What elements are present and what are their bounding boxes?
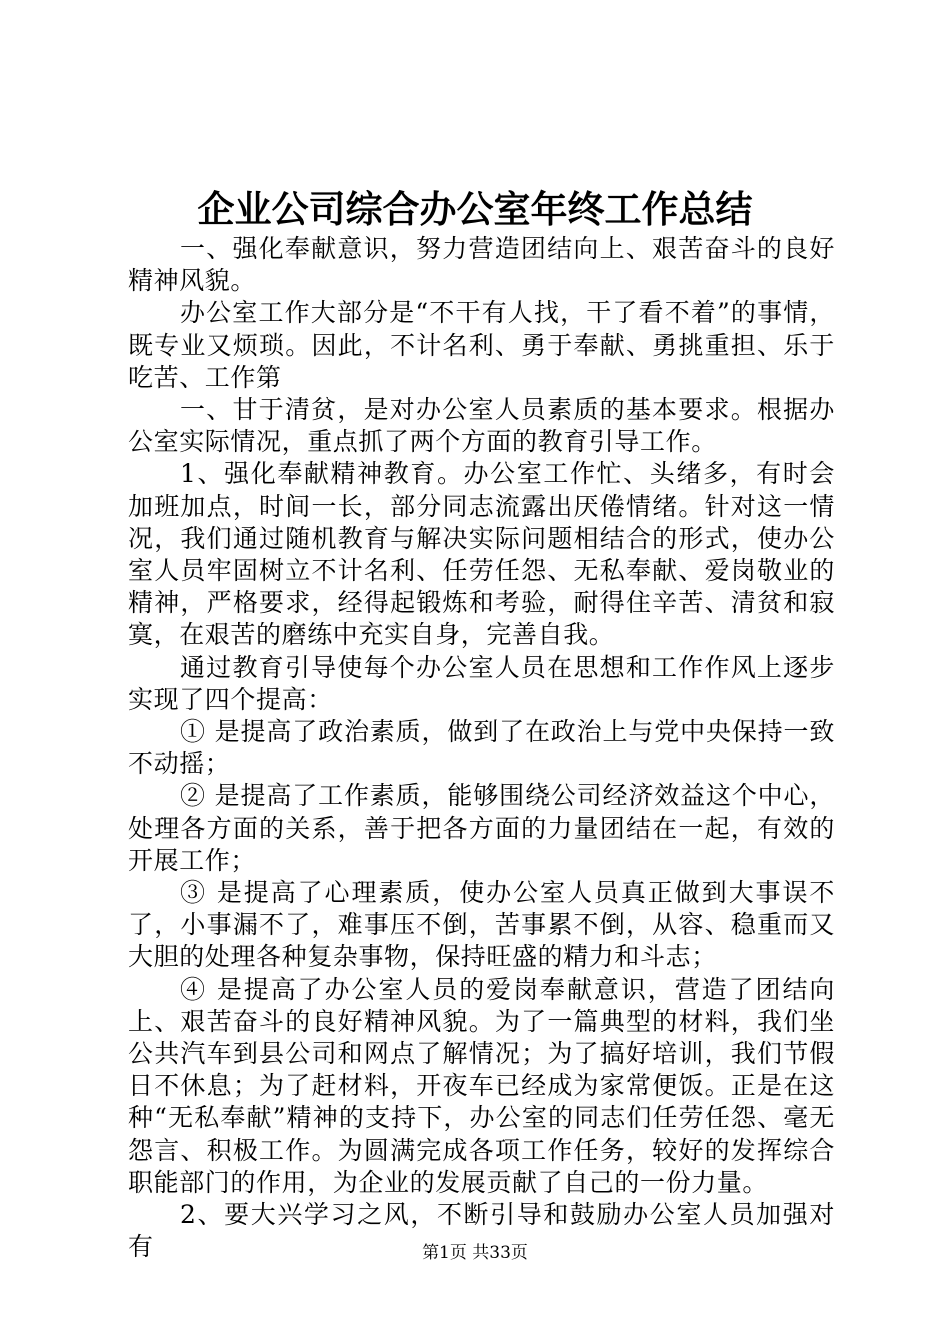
- paragraph: 一、强化奉献意识，努力营造团结向上、艰苦奋斗的良好精神风貌。: [128, 234, 835, 296]
- document-body: [128, 233, 835, 1264]
- page-footer: 第1页 共33页: [422, 1243, 528, 1263]
- paragraph: 1、强化奉献精神教育。办公室工作忙、头绪多，有时会加班加点，时间一长，部分同志流露出厌倦情绪。针对这一情况，我们通过随机教育与解决实际问题相结合的形式，使办公室人员牢固树立不计名利、任劳任怨、无私奉献、爱岗敬业的精神，严格要求，经得起锻炼和考验，耐得住辛苦、清贫和寂寞，在艰苦的磨练中充实自身，完善自我。: [128, 459, 835, 650]
- document-title: 企业公司综合办公室年终工作总结: [197, 187, 753, 231]
- paragraph: 一、甘于清贫，是对办公室人员素质的基本要求。根据办公室实际情况，重点抓了两个方面的教育引导工作。: [128, 395, 835, 457]
- paragraph: ② 是提高了工作素质，能够围绕公司经济效益这个中心，处理各方面的关系，善于把各方面的力量团结在一起，有效的开展工作；: [128, 781, 835, 875]
- paragraph: ③ 是提高了心理素质，使办公室人员真正做到大事误不了，小事漏不了，难事压不倒，苦事累不倒，从容、稳重而又大胆的处理各种复杂事物，保持旺盛的精力和斗志；: [128, 878, 835, 972]
- paragraph: ④ 是提高了办公室人员的爱岗奉献意识，营造了团结向上、艰苦奋斗的良好精神风貌。为了一篇典型的材料，我们坐公共汽车到县公司和网点了解情况；为了搞好培训，我们节假日不休息；为了赶材料，开夜车已经成为家常便饭。正是在这种“无私奉献”精神的支持下，办公室的同志们任劳任怨、毫无怨言、积极工作。为圆满完成各项工作任务，较好的发挥综合职能部门的作用，为企业的发展贡献了自己的一份力量。: [128, 974, 835, 1197]
- paragraph: ① 是提高了政治素质，做到了在政治上与党中央保持一致不动摇；: [128, 717, 835, 779]
- paragraph: 通过教育引导使每个办公室人员在思想和工作作风上逐步实现了四个提高：: [128, 652, 835, 714]
- paragraph: 2、要大兴学习之风，不断引导和鼓励办公室人员加强对有: [128, 1200, 835, 1262]
- paragraph: 办公室工作大部分是“不干有人找，干了看不着”的事情，既专业又烦琐。因此，不计名利、勇于奉献、勇挑重担、乐于吃苦、工作第: [128, 298, 835, 392]
